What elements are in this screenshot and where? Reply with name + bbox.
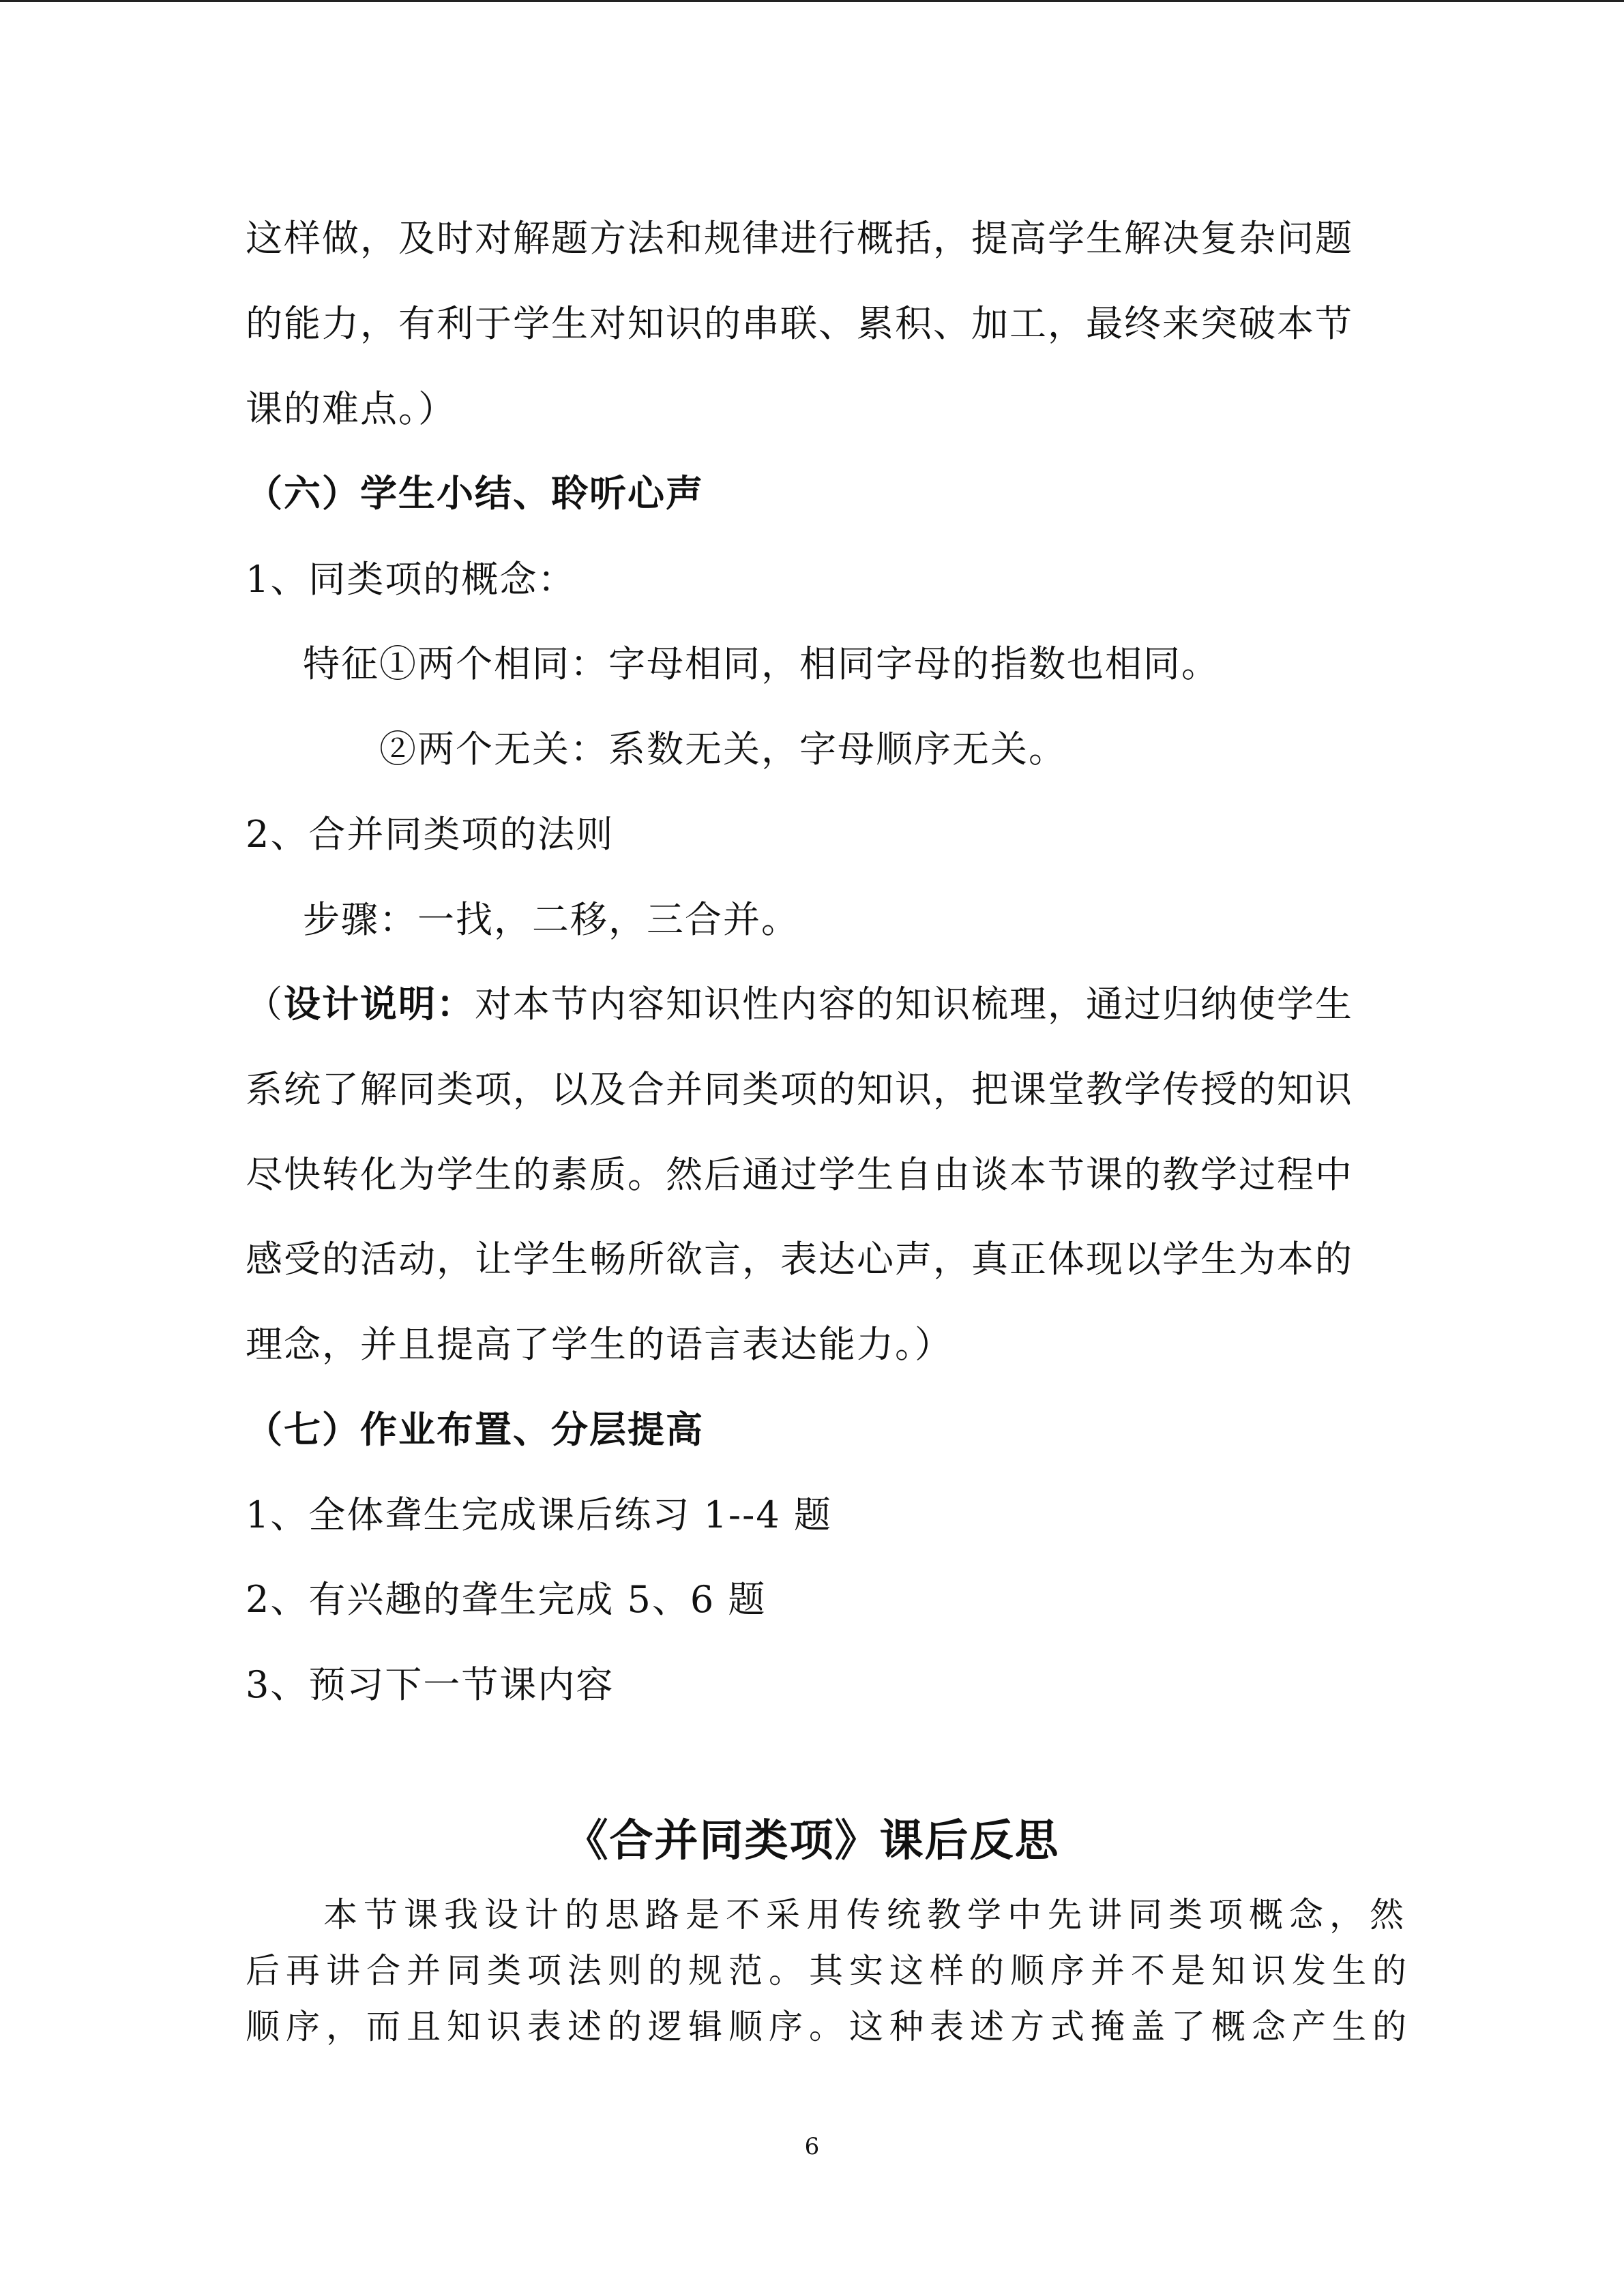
paragraph-line: 的能力，有利于学生对知识的串联、累积、加工，最终来突破本节 — [246, 302, 1353, 345]
paragraph-line: 感受的活动，让学生畅所欲言，表达心声，真正体现以学生为本的 — [246, 1238, 1353, 1281]
list-item: 1、同类项的概念： — [246, 558, 576, 601]
list-item: 2、有兴趣的聋生完成 5、6 题 — [246, 1578, 767, 1621]
reflection-line: 顺序，而且知识表述的逻辑顺序。这种表述方式掩盖了概念产生的 — [246, 2007, 1413, 2046]
list-item: 3、预习下一节课内容 — [246, 1663, 615, 1706]
open-paren: （ — [246, 983, 284, 1026]
section-heading-7: （七）作业布置、分层提高 — [246, 1408, 704, 1451]
steps-line: 步骤：一找，二移，三合并。 — [303, 898, 799, 941]
section-heading-6: （六）学生小结、聆听心声 — [246, 472, 704, 515]
paragraph-line: 系统了解同类项，以及合并同类项的知识，把课堂教学传授的知识 — [246, 1068, 1353, 1111]
paragraph-line: 这样做，及时对解题方法和规律进行概括，提高学生解决复杂问题 — [246, 217, 1353, 260]
feature-line: ②两个无关：系数无关，字母顺序无关。 — [379, 728, 1067, 771]
feature-line: 特征①两个相同：字母相同，相同字母的指数也相同。 — [303, 642, 1220, 685]
paragraph-line: 尽快转化为学生的素质。然后通过学生自由谈本节课的教学过程中 — [246, 1153, 1353, 1196]
reflection-line: 本节课我设计的思路是不采用传统教学中先讲同类项概念，然 — [323, 1895, 1410, 1935]
reflection-title: 《合并同类项》课后反思 — [564, 1816, 1060, 1866]
design-note-first-line — [246, 980, 1353, 1029]
paragraph-line: 课的难点。） — [246, 387, 456, 430]
list-item: 1、全体聋生完成课后练习 1--4 题 — [246, 1493, 832, 1536]
design-note-text: 对本节内容知识性内容的知识梳理，通过归纳使学生 — [475, 983, 1353, 1026]
paragraph-line: 理念，并且提高了学生的语言表达能力。） — [246, 1323, 953, 1366]
design-note-label: 设计说明： — [284, 983, 475, 1026]
list-item: 2、合并同类项的法则 — [246, 813, 615, 856]
page-number: 6 — [804, 2133, 820, 2160]
top-border-line — [0, 0, 1624, 2]
reflection-line: 后再讲合并同类项法则的规范。其实这样的顺序并不是知识发生的 — [246, 1951, 1413, 1991]
